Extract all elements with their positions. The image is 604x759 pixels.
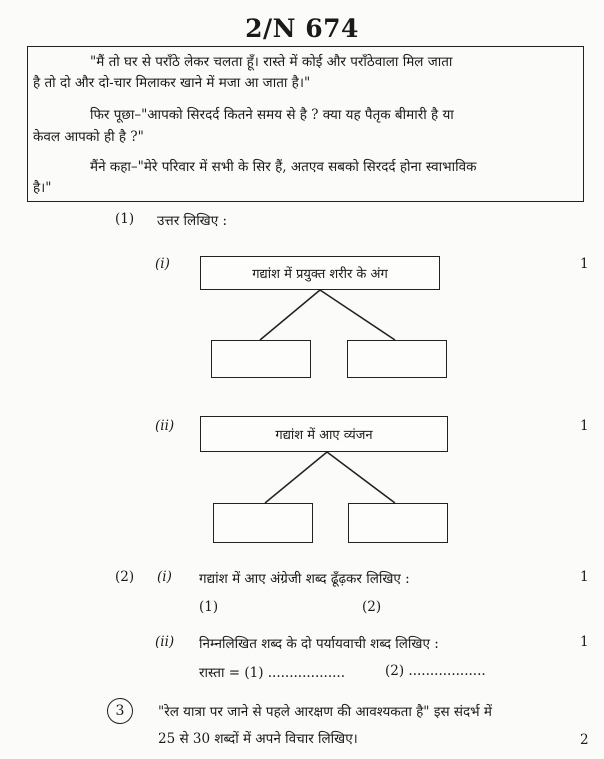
q2-ii-answer-1: रास्ता = (1) .................. bbox=[199, 665, 346, 681]
q2-i-number: (i) bbox=[157, 569, 172, 585]
answer-box[interactable] bbox=[347, 340, 447, 378]
q2-number: (2) bbox=[115, 569, 135, 585]
q1-i-marks: 1 bbox=[580, 256, 589, 272]
q2-ii-answer-2: (2) .................. bbox=[385, 663, 486, 679]
passage-line: फिर पूछा–"आपको सिरदर्द कितने समय से है ? क्या यह पैतृक बीमारी है या bbox=[90, 107, 454, 123]
q2-ii-number: (ii) bbox=[155, 634, 175, 650]
passage-line: है तो दो और दो-चार मिलाकर खाने में मजा आ जाता है।" bbox=[33, 75, 311, 91]
q2-i-blank-2: (2) bbox=[362, 599, 382, 615]
passage-line: "मैं तो घर से पराँठे लेकर चलता हूँ। रास्ते में कोई और पराँठेवाला मिल जाता bbox=[90, 54, 453, 70]
q3-number: 3 bbox=[115, 703, 125, 719]
q2-ii-marks: 1 bbox=[580, 634, 589, 650]
q3-marks: 2 bbox=[580, 732, 589, 748]
passage-line: मैंने कहा–"मेरे परिवार में सभी के सिर हैं, अतएव सबको सिरदर्द होना स्वाभाविक bbox=[90, 159, 477, 175]
q3-line: "रेल यात्रा पर जाने से पहले आरक्षण की आवश्यकता है" इस संदर्भ में bbox=[158, 704, 493, 720]
q1-ii-number: (ii) bbox=[155, 418, 175, 434]
q1-i-number: (i) bbox=[155, 256, 170, 272]
q1-ii-heading-box: गद्यांश में आए व्यंजन bbox=[200, 416, 448, 452]
answer-box[interactable] bbox=[213, 503, 313, 543]
page-title: 2/N 674 bbox=[245, 14, 359, 43]
q1-instruction: उत्तर लिखिए : bbox=[157, 213, 228, 229]
q1-number: (1) bbox=[115, 211, 135, 227]
q1-ii-marks: 1 bbox=[580, 418, 589, 434]
q2-i-marks: 1 bbox=[580, 569, 589, 585]
q3-number-circle bbox=[107, 698, 133, 724]
passage-line: केवल आपको ही है ?" bbox=[33, 129, 144, 145]
q1-i-heading-box: गद्यांश में प्रयुक्त शरीर के अंग bbox=[200, 256, 440, 290]
answer-box[interactable] bbox=[211, 340, 311, 378]
passage-line: है।" bbox=[33, 180, 52, 196]
q2-i-text: गद्यांश में आए अंग्रेजी शब्द ढूँढ़कर लिखिए : bbox=[199, 571, 410, 587]
answer-box[interactable] bbox=[348, 503, 448, 543]
q2-i-blank-1: (1) bbox=[199, 599, 219, 615]
q2-ii-text: निम्नलिखित शब्द के दो पर्यायवाची शब्द लिखिए : bbox=[199, 636, 439, 652]
q3-line: 25 से 30 शब्दों में अपने विचार लिखिए। bbox=[158, 731, 358, 747]
